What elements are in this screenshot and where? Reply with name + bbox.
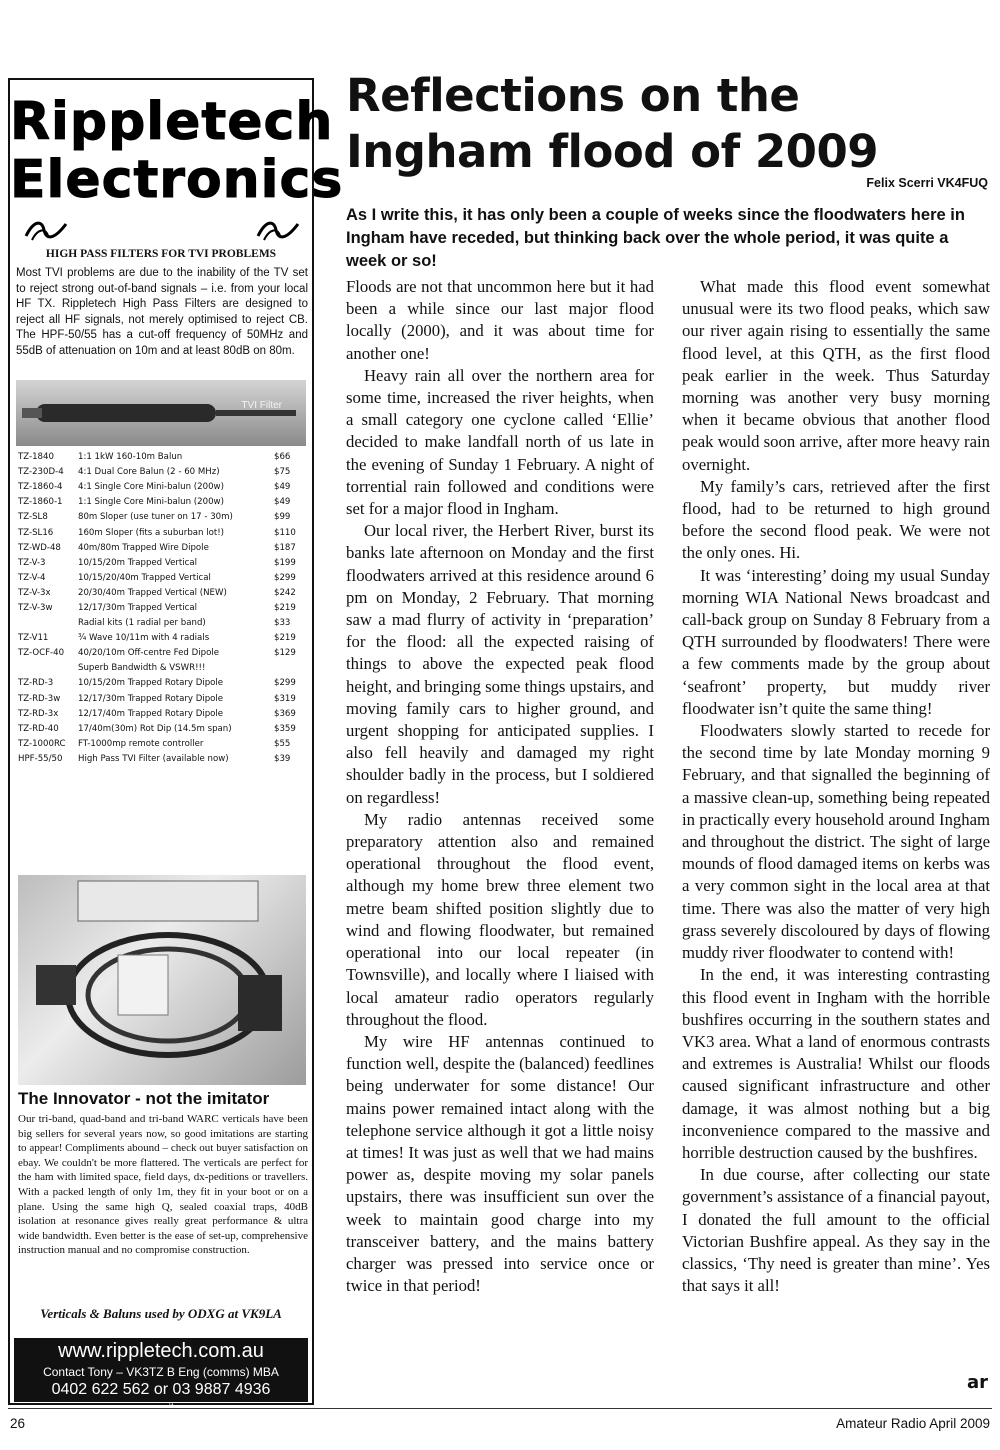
innovator-text: Our tri-band, quad-band and tri-band WARC verticals have been big sellers for several years now, so good imitations are starting to appear! Compliments abound – check out buyer satisfaction on ebay. We couldn't be more flattered. The verticals are perfect for the ham with limited space, field days, dx-peditions or travellers. With a packed length of only 1m, they fit in your boot or on a plane. Using the same high Q, sealed coaxial traps, 40dB isolation at resonance gives really great performance & ultra wide bandwidth. Even better is the ease of set-up, comprehensive instruction manual and no compromise construction. [18, 1113, 308, 1257]
product-price: $299 [274, 678, 296, 689]
product-description: ¾ Wave 10/11m with 4 radials [78, 633, 210, 644]
article-paragraph: Our local river, the Herbert River, burst its banks late afternoon on Monday and the first floodwaters arrived at this residence around 6 pm on Monday, 2 February. That morning saw a mad flurry of activity in ‘preparation’ for the flood: all the expected raising of things to above the expected peak flood height, and bringing some things upstairs, and moving family cars to higher ground, and urgent shopping for anticipated supplies. I also fell heavily and damaged my right shoulder badly in the process, but I soldiered on regardless! [346, 521, 654, 807]
product-price: $219 [274, 633, 296, 644]
antenna-kit-photo [18, 875, 306, 1085]
article-paragraph: It was ‘interesting’ doing my usual Sunday morning WIA National News broadcast and call-back group on Sunday 8 February from a QTH surrounded by floodwaters! There were a few comments made by the group about ‘seafront’ property, but muddy river floodwater isn’t quite the same thing! [682, 565, 990, 718]
product-description: High Pass TVI Filter (available now) [78, 753, 229, 764]
product-code: TZ-V-3 [18, 557, 46, 568]
product-description: FT-1000mp remote controller [78, 738, 204, 749]
product-price: $199 [274, 557, 296, 568]
product-description: 1:1 Single Core Mini-balun (200w) [78, 497, 224, 508]
product-code: TZ-WD-48 [18, 542, 61, 553]
product-price: $129 [274, 648, 296, 659]
product-code: TZ-230D-4 [18, 467, 64, 478]
product-code: TZ-1000RC [18, 738, 66, 749]
tvi-filter-label: TVI Filter [241, 400, 282, 411]
product-description: 40m/80m Trapped Wire Dipole [78, 542, 209, 553]
ad-headline: HIGH PASS FILTERS FOR TVI PROBLEMS [45, 248, 277, 260]
price-row [16, 707, 308, 722]
product-price: $359 [274, 723, 296, 734]
email-label: email: [144, 1401, 177, 1415]
product-code: TZ-RD-40 [18, 723, 59, 734]
publication-name: Amateur Radio April 2009 [836, 1416, 990, 1431]
price-row [16, 571, 308, 586]
product-code: TZ-RD-3x [18, 708, 59, 719]
page-number: 26 [10, 1416, 26, 1431]
product-price: $55 [274, 738, 291, 749]
product-description: 10/15/20m Trapped Vertical [78, 557, 198, 568]
rippletech-advertisement [8, 78, 344, 1449]
tvi-filter-photo [16, 380, 306, 446]
article-paragraph: My wire HF antennas continued to function well, despite the (balanced) feedlines being underwater for some distance! Our mains power remained intact along with the telephone service although it got a little noisy at times! It was just as well that we had mains power as, despite moving my solar panels upstairs, there was insufficient sun over the week to maintain good charge into my transceiver battery, and the mains battery charger was pressed into service once or twice in that period! [346, 1031, 654, 1296]
payment-methods: Mastercard, Visa and Paypal accepted [84, 1439, 238, 1449]
product-price: $49 [274, 497, 291, 508]
product-price: $242 [274, 587, 296, 598]
ad-tagline: Verticals & Baluns used by ODXG at VK9LA [40, 1306, 282, 1321]
product-code: TZ-1840 [18, 452, 54, 463]
product-code [16, 661, 76, 676]
product-description: 80m Sloper (use tuner on 17 - 30m) [78, 512, 233, 523]
price-row [16, 556, 308, 571]
product-description: 4:1 Dual Core Balun (2 - 60 MHz) [78, 467, 220, 478]
product-code [16, 616, 76, 631]
article-paragraph: Heavy rain all over the northern area for some time, increased the river heights, when a small category one cyclone called ‘Ellie’ decided to make landfall north of us late in the evening of Sunday 1 February. A night of torrential rain followed and conditions were set for a major flood in Ingham. [346, 365, 654, 519]
product-code: TZ-SL16 [18, 527, 54, 538]
ad-intro-text: Most TVI problems are due to the inability of the TV set to reject strong out-of-band signals – i.e. from your local HF TX. Rippletech High Pass Filters are designed to reject all HF signals, not merely optimised to reject CB. The HPF-50/55 has a cut-off frequency of 50MHz and 55dB of attenuation on 10m and at least 80dB on 80m. [16, 267, 308, 357]
product-description: Superb Bandwidth & VSWR!!! [78, 663, 206, 674]
innovator-heading: The Innovator - not the imitator [18, 1089, 270, 1108]
product-price: $187 [274, 542, 296, 553]
article-column-1 [346, 276, 654, 1297]
website-url: www.rippletech.com.au [58, 1340, 264, 1362]
product-price: $75 [274, 467, 291, 478]
article-lead: As I write this, it has only been a couple of weeks since the floodwaters here in Ingham have receded, but thinking back over the whole period, it was quite a week or so! [346, 206, 965, 270]
product-code: TZ-V-3x [18, 587, 51, 598]
product-description: 20/30/40m Trapped Vertical (NEW) [78, 587, 227, 598]
product-price: $319 [274, 693, 296, 704]
logo-line-electronics: Electronics [10, 150, 344, 210]
email-address: sales@rippletech.com.au [59, 1417, 263, 1437]
tvi-filter-illustration [16, 380, 306, 446]
product-code: TZ-OCF-40 [18, 648, 65, 659]
product-code: TZ-V11 [18, 633, 49, 644]
price-row [16, 525, 308, 540]
product-code: HPF-55/50 [18, 753, 63, 764]
swirl-ornament-icon [256, 218, 300, 242]
price-row [16, 616, 308, 631]
price-row [16, 465, 308, 480]
price-row [16, 692, 308, 707]
rippletech-logo [10, 80, 344, 250]
product-code: TZ-V-3w [18, 602, 53, 613]
price-list [16, 450, 308, 767]
article-column-2 [682, 276, 990, 1297]
article-paragraph: My family’s cars, retrieved after the first flood, had to be returned to high ground before the second flood peak. We were not the only ones. Hi. [682, 476, 990, 563]
article-title: Reflections on the Ingham flood of 2009 [346, 69, 879, 178]
price-row [16, 661, 308, 676]
product-price: $299 [274, 572, 296, 583]
product-code: TZ-1860-1 [18, 497, 63, 508]
article-author: Felix Scerri VK4FUQ [866, 176, 988, 190]
product-price: $39 [274, 753, 291, 764]
footer-divider [8, 1408, 992, 1409]
price-row [16, 450, 308, 465]
product-description: 12/17/30m Trapped Vertical [78, 602, 198, 613]
product-price: $33 [274, 618, 291, 629]
product-description: 17/40m(30m) Rot Dip (14.5m span) [78, 723, 232, 734]
product-description: 12/17/40m Trapped Rotary Dipole [78, 708, 224, 719]
price-row [16, 676, 308, 691]
product-code: TZ-SL8 [18, 512, 48, 523]
article-paragraph: What made this flood event somewhat unusual were its two flood peaks, which saw our river again rising to essentially the same flood level, at this QTH, as the first flood peak earlier in the week. Thus Saturday morning was another very busy morning when it became obvious that another flood peak would soon arrive, after more heavy rain overnight. [682, 277, 990, 474]
product-price: $49 [274, 482, 291, 493]
price-row [16, 541, 308, 556]
price-row [16, 510, 308, 525]
article-paragraph: Floodwaters slowly started to recede for the second time by late Monday morning 9 February, and that signalled the beginning of a massive clean-up, something being repeated in practically every household around Ingham and throughout the district. The sight of large mounds of flood damaged items on kerbs was a very common sight in the local area at that time. There was also the matter of very high grass severely discoloured by days of flowing muddy river floodwater to contend with! [682, 721, 990, 963]
contact-person: Contact Tony – VK3TZ B Eng (comms) MBA [43, 1365, 279, 1379]
product-description: 40/20/10m Off-centre Fed Dipole [78, 648, 220, 659]
price-row [16, 480, 308, 495]
price-row [16, 722, 308, 737]
product-code: TZ-V-4 [18, 572, 46, 583]
product-code: TZ-1860-4 [18, 482, 63, 493]
product-description: 10/15/20/40m Trapped Vertical [78, 572, 211, 583]
product-description: 12/17/30m Trapped Rotary Dipole [78, 693, 224, 704]
phone-numbers: 0402 622 562 or 03 9887 4936 [51, 1381, 271, 1398]
price-row [16, 646, 308, 661]
product-description: 4:1 Single Core Mini-balun (200w) [78, 482, 224, 493]
price-row [16, 631, 308, 646]
product-code: TZ-RD-3 [18, 678, 54, 689]
product-price [272, 661, 308, 676]
contact-box [14, 1338, 308, 1449]
antenna-kit-illustration [18, 875, 306, 1085]
product-code: TZ-RD-3w [18, 693, 61, 704]
product-description: 10/15/20m Trapped Rotary Dipole [78, 678, 224, 689]
logo-line-rippletech: Rippletech [10, 92, 334, 152]
price-row [16, 601, 308, 616]
article-paragraph: In the end, it was interesting contrasting this flood event in Ingham with the horrible bushfires occurring in the southern states and VK3 area. What a land of enormous contrasts and extremes is Australia! Whilst our floods caused significant infrastructure and other damage, it was almost nothing but a big inconvenience compared to the massive and horrible destruction caused by the bushfires. [682, 965, 990, 1162]
article-paragraph: Floods are not that uncommon here but it had been a while since our last major flood locally (2000), and it was about time for another one! [346, 277, 654, 363]
price-row [16, 495, 308, 510]
product-price: $110 [274, 527, 296, 538]
swirl-ornament-icon [24, 218, 68, 242]
article-end-mark: ar [966, 1372, 988, 1393]
product-description: 160m Sloper (fits a suburban lot!) [78, 527, 225, 538]
price-row [16, 737, 308, 752]
product-price: $66 [274, 452, 291, 463]
product-price: $99 [274, 512, 291, 523]
product-description: 1:1 1kW 160-10m Balun [78, 452, 183, 463]
article-paragraph: In due course, after collecting our state government’s assistance of a financial payout, I donated the full amount to the official Victorian Bushfire appeal. As they say in the classics, ‘Thy need is greater than mine’. Yes that says it all! [682, 1165, 990, 1296]
product-price: $369 [274, 708, 296, 719]
price-row [16, 586, 308, 601]
article-paragraph: My radio antennas received some preparatory attention also and remained operational throughout the flood event, although my home brew three element two metre beam shifted position slightly due to wind and flowing floodwater, but remained operational into our local repeater (in Townsville), and locally where I liaised with local amateur radio operators regularly throughout the flood. [346, 809, 654, 1029]
product-description: Radial kits (1 radial per band) [78, 618, 206, 629]
price-row [16, 752, 308, 767]
product-price: $219 [274, 602, 296, 613]
